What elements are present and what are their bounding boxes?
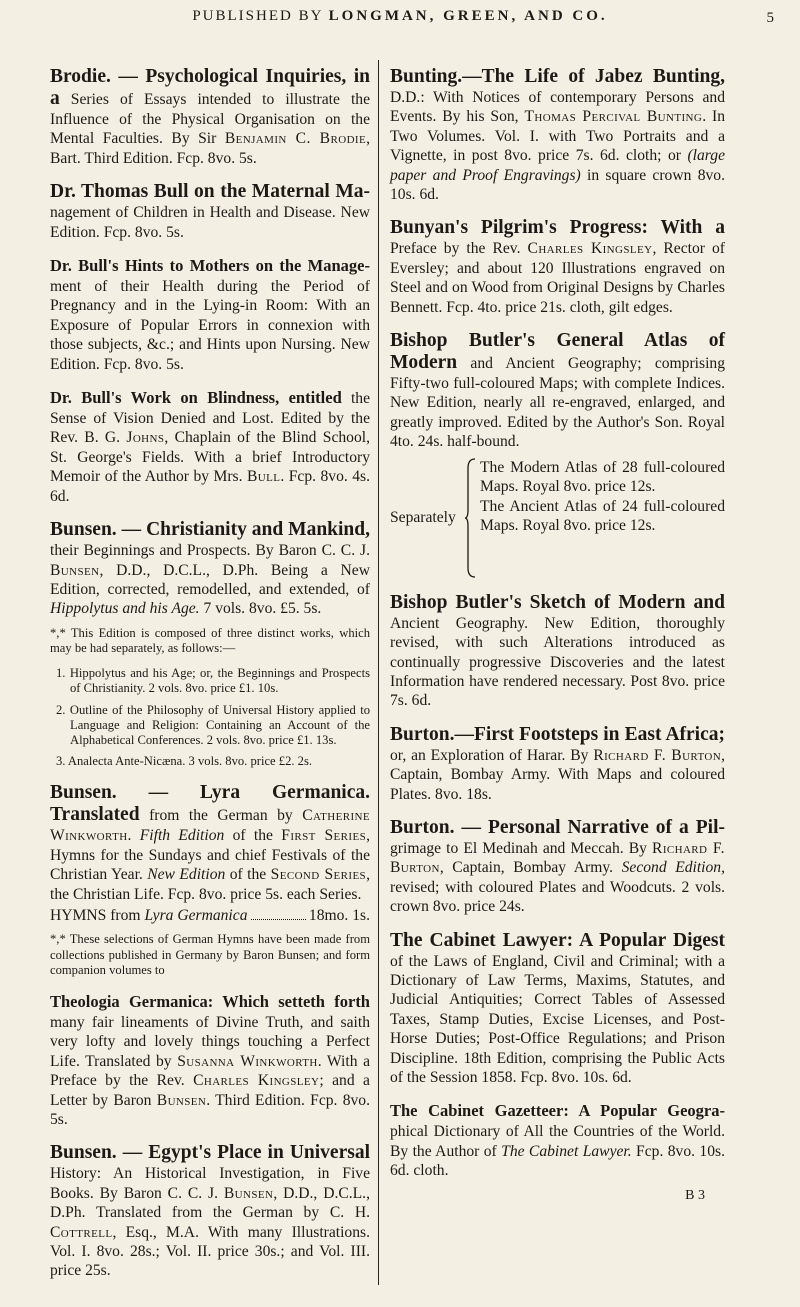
entry-author: Bunsen [156, 1091, 207, 1109]
entry-text: phical Dictionary of All the Countries of the World. By the Author of [390, 1123, 725, 1160]
entry-note: *,* This Edition is composed of three distinct works, which may be had separately, as follows:— [50, 625, 370, 655]
list-item: 2. Outline of the Philosophy of Universal History applied to Language and Religion: Containing an Account of the Alphabetical Conferences. 2 vols. 8vo. price £1. 13s. [56, 702, 370, 747]
entry-title: The Cabinet Lawyer: A Popular Digest [390, 929, 725, 951]
entry-title: Bunsen. — Lyra Germanica. Translated [50, 782, 370, 826]
entry-cabinet-gazetteer [390, 1100, 725, 1180]
entry-burton-africa [390, 724, 725, 804]
entry-author: Benjamin C. Brodie [224, 130, 367, 148]
entry-author: Bull [246, 468, 281, 486]
entry-author: Cottrell [50, 1223, 113, 1241]
entry-text-tail: , Esq., M.A. With many Illustrations. Vol. I. 8vo. 28s.; Vol. II. price 30s.; and Vol. III. price 25s. [50, 1223, 370, 1280]
entry-text-tail: , Captain, Bombay Army. With Maps and coloured Plates. 8vo. 18s. [390, 746, 725, 803]
entry-author: Bunsen [223, 1184, 274, 1202]
entry-italic-title: Hippolytus and his Age. [50, 600, 200, 618]
entry-title: Bishop Butler's General Atlas of Modern [390, 330, 725, 374]
entry-text: of the Laws of England, Civil and Criminal; with a Dictionary of Law Terms, Maxims, Statutes, and Judicial Antiquities; Correct Tables of Assessed Taxes, Stamp Duties, Excise Licenses, and Post-Horse Duties; Post-Office Regulations; and Prison Discipline. 18th Edition, comprising the Public Acts of the Session 1858. Fcp. 8vo. 10s. 6d. [390, 952, 725, 1086]
entry-title: Bunyan's Pilgrim's Progress: With a [390, 217, 725, 239]
entry-italic: The Cabinet Lawyer. [501, 1142, 632, 1160]
entry-bunsen-egypt [50, 1142, 370, 1280]
entry-butler-atlas [390, 330, 725, 578]
entry-title: Theologia Germanica: Which setteth forth [50, 991, 370, 1011]
entry-text: ment of their Health during the Period of Pregnancy and in the Lying-in Room: With an Exposure of Popular Errors in connexion with those subjects, &c.; and Hints upon Nursing. New Edition. Fcp. 8vo. 5s. [50, 278, 370, 373]
entry-author: Bunsen [50, 561, 100, 579]
entry-title: Burton.—First Footsteps in East Africa; [390, 723, 725, 745]
entry-bull-blindness [50, 387, 370, 506]
entry-bull-maternal [50, 181, 370, 242]
entry-text-mid: , Hymns for the Sundays and chief Festivals of the Christian Year. [50, 827, 370, 884]
entry-text-mid: . With a Preface by the Rev. [50, 1052, 370, 1090]
entry-brodie [50, 66, 370, 168]
entry-text-tail: Fcp. 8vo. 10s. 6d. cloth. [390, 1142, 725, 1180]
entry-text: grimage to El Medinah and Meccah. By [390, 839, 653, 857]
separately-items [476, 458, 725, 578]
list-item: The Modern Atlas of 28 full-coloured Maps. Royal 8vo. price 12s. [480, 458, 725, 496]
entry-text-mid: , Captain, Bombay Army. [439, 859, 622, 877]
entry-italic: Second Edition, [621, 859, 726, 877]
entry-title: Brodie. — Psychological Inquiries, in a [50, 66, 370, 109]
entry-author: Charles Kingsley [193, 1072, 320, 1090]
entry-title: Dr. Bull's Work on Blindness, entitled [50, 388, 342, 408]
entry-title: Burton. — Personal Narrative of a Pil- [390, 816, 725, 838]
entry-text-mid: of the [225, 866, 271, 884]
entry-text: many fair lineaments of Divine Truth, and saith very lofty and lovely things touching a Perfect Life. Translated by [50, 1013, 370, 1070]
entry-sublist [50, 666, 370, 769]
entry-text-tail: . Third Edition. Fcp. 8vo. 5s. [50, 1091, 371, 1129]
entry-burton-mecca [390, 817, 725, 917]
entry-author: Susanna Winkworth [177, 1052, 318, 1070]
entry-text-tail: 7 vols. 8vo. £5. 5s. [199, 600, 322, 618]
dot-leader [251, 906, 306, 920]
entry-title: Bunting.—The Life of Jabez Bunting, [390, 66, 725, 87]
entry-title: Bunsen. — Egypt's Place in Universal [50, 1142, 370, 1164]
entry-text: nagement of Children in Health and Disease. New Edition. Fcp. 8vo. 5s. [50, 204, 370, 241]
entry-series: First Series [281, 827, 367, 845]
right-column [390, 66, 725, 1204]
entry-cabinet-lawyer [390, 930, 725, 1088]
entry-text: or, an Exploration of Harar. By [390, 746, 594, 764]
entry-text-mid: . In Two Volumes. Vol. I. with Two Portraits and a Vignette, in post 8vo. price 7s. 6d. cloth; or [390, 108, 726, 165]
entry-text-mid: ; and a Letter by Baron [50, 1072, 370, 1109]
page-number: 5 [766, 10, 774, 26]
separately-label: Separately [390, 508, 456, 526]
hymns-price: 18mo. 1s. [308, 906, 370, 924]
entry-title: Dr. Bull's Hints to Mothers on the Manage- [50, 256, 370, 276]
entry-text-tail: revised; with coloured Plates and Woodcuts. 2 vols. crown 8vo. price 24s. [390, 878, 725, 916]
entry-text-mid: , D.D., D.C.L., D.Ph. Translated from the German by C. H. [50, 1184, 370, 1222]
entry-bunsen-christianity [50, 519, 370, 769]
running-head [0, 8, 800, 25]
entry-text: their Beginnings and Prospects. By Baron C. C. J. [50, 542, 370, 560]
entry-text: from the German by [149, 807, 303, 825]
entry-title: The Cabinet Gazetteer: A Popular Geogra- [390, 1101, 725, 1121]
entry-text-mid: of the [224, 827, 282, 845]
entry-bunyan [390, 217, 725, 317]
entry-lyra-germanica [50, 782, 370, 978]
entry-title: Bunsen. — Christianity and Mankind, [50, 519, 370, 541]
signature-mark: B 3 [685, 1187, 705, 1203]
entry-author: Catherine Winkworth [50, 807, 370, 845]
entry-text-tail: , Bart. Third Edition. Fcp. 8vo. 5s. [50, 130, 370, 167]
entry-text: D.D.: With Notices of contemporary Persons and Events. By his Son, [390, 89, 725, 126]
entry-text-tail: , the Christian Life. Fcp. 8vo. price 5s. each Series. [50, 866, 370, 903]
entry-text: History: An Historical Investigation, in Five Books. By Baron C. C. J. [50, 1165, 370, 1202]
entry-title: Bishop Butler's Sketch of Modern and [390, 591, 725, 613]
entry-text: Ancient Geography. New Edition, thoroughly revised, with such Alterations introduced as continually progressive Discoveries and the latest Information have rendered necessary. Post 8vo. price 7s. 6d. [390, 614, 725, 710]
entry-text-tail: . Fcp. 8vo. 4s. 6d. [50, 468, 370, 505]
entry-bunting [390, 66, 725, 204]
entry-text: the Sense of Vision Denied and Lost. Edited by the Rev. B. G. [50, 390, 370, 447]
separately-block [390, 458, 725, 578]
hymns-italic: Lyra Germanica [144, 906, 248, 924]
left-column [50, 66, 370, 1294]
list-item: 1. Hippolytus and his Age; or, the Beginnings and Prospects of Christianity. 2 vols. 8vo. price £1. 10s. [56, 666, 370, 696]
entry-author: Richard F. Burton [390, 839, 725, 877]
entry-title: Dr. Thomas Bull on the Maternal Ma- [50, 181, 370, 203]
entry-text-mid: , D.D., D.C.L., D.Ph. Being a New Edition, corrected, remodelled, and extended, of [50, 561, 370, 598]
brace-icon [464, 458, 476, 578]
publisher-name: LONGMAN, GREEN, AND CO. [328, 8, 608, 24]
entry-author: Johns [126, 429, 165, 447]
entry-butler-sketch [390, 592, 725, 711]
entry-text-tail: , Rector of Eversley; and about 120 Illustrations engraved on Steel and on Wood from Original Designs by Charles Bennett. Fcp. 4to. price 21s. cloth, gilt edges. [390, 240, 725, 316]
entry-text-mid: . [127, 827, 140, 845]
entry-italic: New Edition [147, 866, 226, 884]
running-head-prefix: PUBLISHED BY [192, 8, 329, 24]
entry-series: Second Series [270, 866, 367, 884]
entry-author: Charles Kingsley [527, 240, 653, 258]
list-item: 3. Analecta Ante-Nicæna. 3 vols. 8vo. price £2. 2s. [56, 754, 313, 769]
list-item: The Ancient Atlas of 24 full-coloured Maps. Royal 8vo. price 12s. [480, 497, 725, 534]
entry-text-mid: , Chaplain of the Blind School, St. George's Fields. With a brief Introductory Memoir of the Author by Mrs. [50, 429, 370, 486]
entry-text: Preface by the Rev. [390, 240, 528, 258]
entry-author: Richard F. Burton [593, 746, 722, 764]
hymns-label: HYMNS from [50, 906, 145, 924]
hymns-line [50, 906, 370, 925]
entry-bull-hints [50, 255, 370, 374]
entry-theologia-germanica [50, 991, 370, 1129]
entry-italic: Fifth Edition [139, 827, 225, 845]
entry-text: Series of Essays intended to illustrate the Influence of the Physical Organisation on the Mental Faculties. By Sir [50, 91, 370, 148]
entry-text: and Ancient Geography; comprising Fifty-two full-coloured Maps; with complete Indices. New Edition, nearly all re-engraved, enlarged, and greatly improved. Edited by the Author's Son. Royal 4to. 24s. half-bound. [390, 355, 725, 451]
entry-note: *,* These selections of German Hymns have been made from collections published in Germany by Baron Bunsen; and form companion volumes to [50, 932, 370, 977]
entry-italic: (large paper and Proof Engravings) [390, 147, 725, 184]
entry-author: Thomas Percival Bunting [524, 108, 703, 126]
entry-text-tail: in square crown 8vo. 10s. 6d. [390, 166, 725, 204]
column-divider [378, 60, 379, 1285]
